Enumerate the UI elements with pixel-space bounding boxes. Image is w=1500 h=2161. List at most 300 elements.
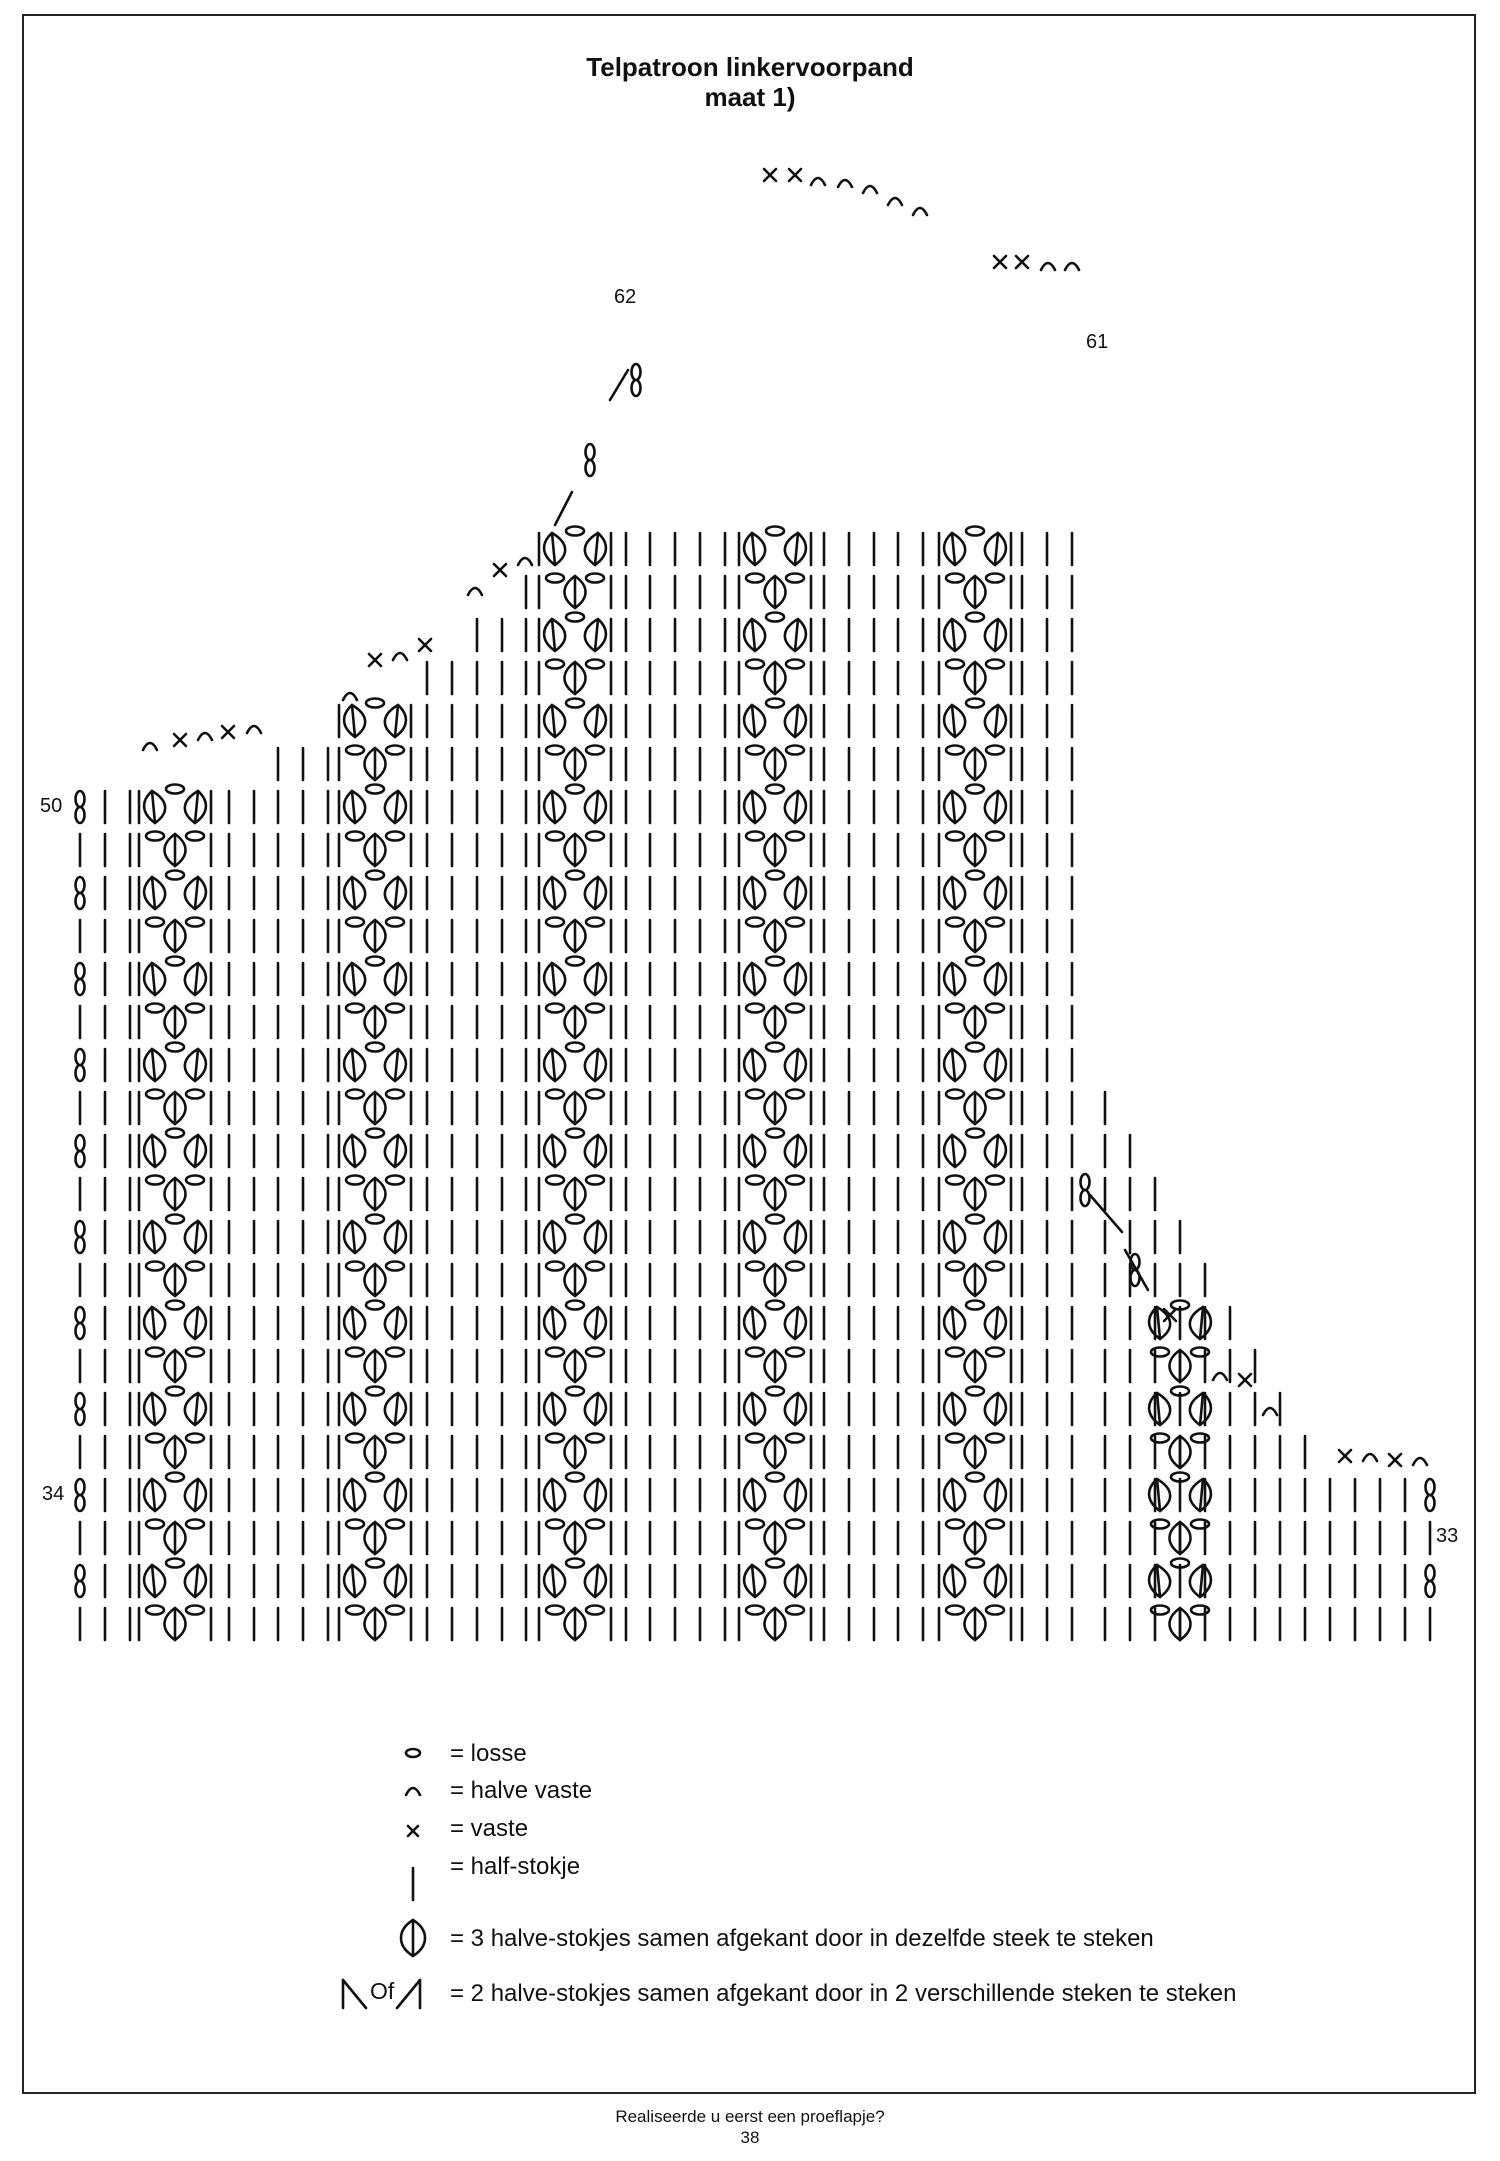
chain-oval [346,1348,364,1357]
cluster-leaf-vein [1157,1565,1160,1597]
chain-oval [766,957,784,966]
chain-oval [746,1176,764,1185]
cluster-leaf-vein [995,1307,998,1339]
cluster-leaf-vein [195,877,198,909]
cluster-leaf-vein [752,791,755,823]
chain-oval [346,1434,364,1443]
chain-oval [366,1043,384,1052]
chain-oval [346,1004,364,1013]
chain-oval [1191,1434,1209,1443]
chain-oval [566,957,584,966]
chain-oval [946,1520,964,1529]
chain-oval [366,1387,384,1396]
cluster-leaf-vein [195,1221,198,1253]
cluster-leaf-vein [595,1307,598,1339]
chain-oval [546,1090,564,1099]
cluster-leaf-vein [952,619,955,651]
cluster-leaf-vein [395,705,398,737]
cluster-leaf-vein [752,619,755,651]
chain-oval [786,660,804,669]
chain-oval [786,1520,804,1529]
chain-oval [566,1559,584,1568]
chain-oval [986,1520,1004,1529]
chain-oval [746,660,764,669]
chain-oval [966,785,984,794]
cluster-leaf-vein [995,619,998,651]
cluster-leaf-vein [595,533,598,565]
chain-oval [966,871,984,880]
chain-oval [546,574,564,583]
chain-oval [366,1129,384,1138]
chain-oval [346,832,364,841]
chain-oval [586,660,604,669]
slip-stitch-arc [247,726,261,733]
cluster-leaf-vein [552,1393,555,1425]
cluster-leaf-vein [552,963,555,995]
cluster-leaf-vein [952,1135,955,1167]
cluster-leaf-vein [752,963,755,995]
chain-oval [946,1348,964,1357]
slip-stitch-arc [1041,263,1055,270]
cluster-leaf-vein [995,1479,998,1511]
slip-stitch-arc [468,588,482,595]
chain-oval [546,1434,564,1443]
cluster-leaf-vein [195,963,198,995]
cluster-leaf-vein [595,963,598,995]
cluster-leaf-vein [152,791,155,823]
cluster-leaf-vein [152,877,155,909]
chain-oval [966,1301,984,1310]
chart-title: Telpatroon linkervoorpand [586,52,914,82]
row-label-34: 34 [42,1483,65,1505]
cluster-leaf-vein [595,1135,598,1167]
chain-oval [766,785,784,794]
chain-oval [946,1004,964,1013]
cluster-leaf-vein [795,1049,798,1081]
chain-oval [366,785,384,794]
cluster-leaf-vein [152,1393,155,1425]
chain-oval [146,1176,164,1185]
chain-oval [386,918,404,927]
cluster-leaf-vein [195,1565,198,1597]
chain-oval [186,1520,204,1529]
chain-oval [786,1348,804,1357]
slip-stitch-arc [198,733,212,740]
legend-cluster: = 3 halve-stokjes samen afgekant door in dezelfde steek te steken [450,1925,1154,1952]
chain-oval [786,1090,804,1099]
cluster-leaf-vein [152,1479,155,1511]
chain-loop [76,1221,85,1237]
cluster-leaf-vein [195,1479,198,1511]
chain-oval [1191,1606,1209,1615]
cluster-leaf-vein [552,1135,555,1167]
chain-loop [76,877,85,893]
chain-oval [186,1090,204,1099]
chain-loop [76,1065,85,1081]
chain-oval [146,1348,164,1357]
chain-oval [986,832,1004,841]
cluster-leaf-vein [395,1393,398,1425]
chain-oval [346,746,364,755]
chain-oval [566,527,584,536]
chain-oval [786,918,804,927]
slip-stitch-arc [811,178,825,185]
chain-oval [786,1004,804,1013]
chain-oval [946,1262,964,1271]
chain-oval [586,1262,604,1271]
chain-loop [1081,1174,1090,1190]
chain-loop [76,1409,85,1425]
cluster-leaf-vein [552,619,555,651]
chain-loop [76,963,85,979]
chain-oval [586,1176,604,1185]
chain-oval [946,832,964,841]
chain-oval [786,1176,804,1185]
cluster-leaf-vein [795,1307,798,1339]
chain-loop [76,1323,85,1339]
legend-losse: = losse [450,1740,527,1767]
chain-loop [76,893,85,909]
cluster-leaf-vein [952,1049,955,1081]
cluster-leaf-vein [752,1393,755,1425]
chain-oval [546,1004,564,1013]
cluster-leaf-vein [952,1393,955,1425]
cluster-leaf-vein [395,1307,398,1339]
cluster-leaf-vein [195,1307,198,1339]
chain-loop [1426,1565,1435,1581]
chain-oval [366,957,384,966]
cluster-leaf-vein [395,1135,398,1167]
cluster-leaf-vein [995,533,998,565]
chain-oval [766,1387,784,1396]
chain-oval [986,1262,1004,1271]
cluster-leaf-vein [352,791,355,823]
chain-loop [1426,1495,1435,1511]
cluster-leaf-vein [352,1221,355,1253]
chain-oval [146,1090,164,1099]
decrease-slant [610,370,628,400]
chain-oval [386,746,404,755]
cluster-leaf-vein [795,877,798,909]
chain-loop [76,1393,85,1409]
chain-oval [986,660,1004,669]
slip-stitch-arc [1413,1458,1427,1465]
chain-loop [76,1565,85,1581]
cluster-leaf-vein [595,1393,598,1425]
chain-oval [166,1559,184,1568]
chain-oval [346,1606,364,1615]
cluster-leaf-vein [152,963,155,995]
slip-stitch-arc [343,693,357,700]
chain-oval [766,1473,784,1482]
cluster-leaf-vein [795,1393,798,1425]
cluster-leaf-vein [595,791,598,823]
cluster-leaf-vein [395,1565,398,1597]
chain-oval [146,1262,164,1271]
chain-oval [546,1348,564,1357]
chain-oval [746,1434,764,1443]
chain-oval [366,1215,384,1224]
chain-oval [346,1176,364,1185]
cluster-leaf-vein [595,1479,598,1511]
cluster-leaf-vein [952,533,955,565]
cluster-leaf-vein [995,963,998,995]
chain-loop [1426,1479,1435,1495]
cluster-leaf-vein [352,1135,355,1167]
slip-stitch-arc [913,208,927,215]
cluster-leaf-vein [952,1479,955,1511]
chain-oval [546,1176,564,1185]
cluster-leaf-vein [552,1049,555,1081]
cluster-leaf-vein [795,533,798,565]
chain-oval [566,1301,584,1310]
footer-note: Realiseerde u eerst een proeflapje? [615,2107,885,2126]
chain-oval [166,785,184,794]
cluster-leaf-icon [401,1920,425,1956]
chain-oval [966,1215,984,1224]
cluster-leaf-vein [195,1393,198,1425]
cluster-leaf-vein [795,619,798,651]
chain-oval [946,746,964,755]
chain-oval [966,1043,984,1052]
chain-oval [566,1387,584,1396]
chain-oval [766,1559,784,1568]
cluster-leaf-vein [995,1565,998,1597]
cluster-leaf-vein [1157,1479,1160,1511]
chain-loop [1426,1581,1435,1597]
cluster-leaf-vein [952,1565,955,1597]
chain-oval [366,871,384,880]
chain-oval [546,918,564,927]
chain-oval [186,1434,204,1443]
cluster-leaf-vein [595,1565,598,1597]
chain-oval [966,613,984,622]
chain-loop [76,1237,85,1253]
chain-oval [786,1606,804,1615]
chain-oval [946,574,964,583]
cluster-leaf-vein [952,1307,955,1339]
chain-oval [366,1559,384,1568]
chain-oval [546,1606,564,1615]
cluster-leaf-vein [1157,1307,1160,1339]
cluster-leaf-vein [195,1049,198,1081]
chain-oval [386,1520,404,1529]
cluster-leaf-vein [952,963,955,995]
chain-oval [386,1348,404,1357]
chain-oval [746,832,764,841]
chain-oval [746,574,764,583]
cluster-leaf-vein [752,877,755,909]
cluster-leaf-vein [195,791,198,823]
slip-stitch-arc [863,186,877,193]
chain-oval [386,832,404,841]
cluster-leaf-vein [395,1221,398,1253]
chain-oval [786,574,804,583]
chain-oval [586,574,604,583]
chain-oval [586,1348,604,1357]
chain-oval [146,1520,164,1529]
chain-oval [566,1215,584,1224]
chain-oval [166,871,184,880]
cluster-leaf-vein [352,963,355,995]
chain-loop [76,1151,85,1167]
row-label-61: 61 [1086,331,1109,353]
slip-stitch-arc [1363,1454,1377,1461]
cluster-leaf-vein [352,705,355,737]
chain-oval [546,746,564,755]
legend-halve-vaste: = halve vaste [450,1777,593,1804]
cluster-leaf-vein [952,1221,955,1253]
chain-loop [76,791,85,807]
chain-loop [586,460,595,476]
cluster-leaf-vein [752,1565,755,1597]
cluster-leaf-vein [352,1479,355,1511]
cluster-leaf-vein [595,877,598,909]
chain-oval [786,832,804,841]
cluster-leaf-vein [552,1221,555,1253]
cluster-leaf-vein [1200,1307,1203,1339]
chain-oval [986,1348,1004,1357]
cluster-leaf-vein [795,1221,798,1253]
chain-oval [386,1004,404,1013]
chain-oval [366,1473,384,1482]
cluster-leaf-vein [152,1307,155,1339]
page-number: 38 [740,2128,760,2147]
chain-oval [966,1559,984,1568]
chain-loop [586,444,595,460]
cluster-leaf-vein [595,1221,598,1253]
chain-oval [746,1262,764,1271]
cluster-leaf-vein [1157,1393,1160,1425]
chain-oval [166,1387,184,1396]
cluster-leaf-vein [795,963,798,995]
cluster-leaf-vein [552,877,555,909]
chain-oval [746,918,764,927]
chain-oval [346,1520,364,1529]
cluster-leaf-vein [995,791,998,823]
cluster-leaf-vein [995,1135,998,1167]
chain-oval [566,1129,584,1138]
chain-oval [966,1129,984,1138]
cluster-leaf-vein [752,1479,755,1511]
chain-oval [346,918,364,927]
chain-oval [566,1043,584,1052]
chain-oval [766,1129,784,1138]
chain-loop [76,807,85,823]
single-crochet-x-icon [408,1826,418,1836]
cluster-leaf-vein [195,1135,198,1167]
chain-oval [986,746,1004,755]
chain-loop [76,1307,85,1323]
chain-oval [766,1043,784,1052]
cluster-leaf-vein [552,533,555,565]
cluster-leaf-vein [152,1565,155,1597]
slip-stitch-arc [1263,1408,1277,1415]
chain-oval [586,1004,604,1013]
cluster-leaf-vein [595,705,598,737]
chain-oval [586,746,604,755]
chain-oval [566,871,584,880]
chain-oval [746,1004,764,1013]
cluster-leaf-vein [1200,1393,1203,1425]
chain-oval [946,1176,964,1185]
row-label-50: 50 [40,795,63,817]
chain-oval [346,1262,364,1271]
chain-oval [566,785,584,794]
chain-loop [632,364,641,380]
chain-oval [166,957,184,966]
legend-decrease: = 2 halve-stokjes samen afgekant door in 2 verschillende steken te steken [450,1980,1237,2007]
chain-oval [546,1262,564,1271]
chain-oval [366,1301,384,1310]
chart-subtitle: maat 1) [704,82,796,112]
cluster-leaf-vein [395,877,398,909]
chain-oval [566,699,584,708]
chain-oval [746,1520,764,1529]
chain-oval [166,1215,184,1224]
chain-oval [186,1606,204,1615]
cluster-leaf-vein [995,1049,998,1081]
cluster-leaf-vein [795,791,798,823]
chain-loop [76,979,85,995]
chain-oval [986,1176,1004,1185]
chain-loop [632,380,641,396]
chain-oval [986,918,1004,927]
cluster-leaf-vein [552,705,555,737]
chain-oval [946,1434,964,1443]
chain-oval [1191,1348,1209,1357]
chain-oval [766,613,784,622]
cluster-leaf-vein [352,877,355,909]
chain-oval [586,1606,604,1615]
chain-oval [166,1301,184,1310]
chain-oval [986,1004,1004,1013]
cluster-leaf-vein [795,1135,798,1167]
chain-oval [586,1520,604,1529]
chain-loop [76,1495,85,1511]
slip-stitch-arc [1213,1373,1227,1380]
chain-oval [566,613,584,622]
slip-stitch-arc [143,743,157,750]
cluster-leaf-vein [152,1221,155,1253]
chain-oval [766,699,784,708]
chain-oval [386,1090,404,1099]
cluster-leaf-vein [752,705,755,737]
cluster-leaf-vein [995,705,998,737]
cluster-leaf-vein [752,1221,755,1253]
chain-oval [186,918,204,927]
chain-oval [966,699,984,708]
chain-oval [986,1434,1004,1443]
chain-oval [146,1434,164,1443]
chain-oval [986,1090,1004,1099]
chain-oval [386,1176,404,1185]
chain-oval [146,832,164,841]
slip-stitch-arc [838,180,852,187]
chain-oval [946,1090,964,1099]
cluster-leaf-vein [752,1049,755,1081]
chain-loop [76,1135,85,1151]
chain-loop [76,1479,85,1495]
cluster-leaf-vein [152,1135,155,1167]
cluster-leaf-vein [795,705,798,737]
chain-oval [386,1434,404,1443]
chain-oval [586,832,604,841]
cluster-leaf-vein [795,1479,798,1511]
chain-oval [546,1520,564,1529]
chain-oval [186,1004,204,1013]
cluster-leaf-vein [595,1049,598,1081]
